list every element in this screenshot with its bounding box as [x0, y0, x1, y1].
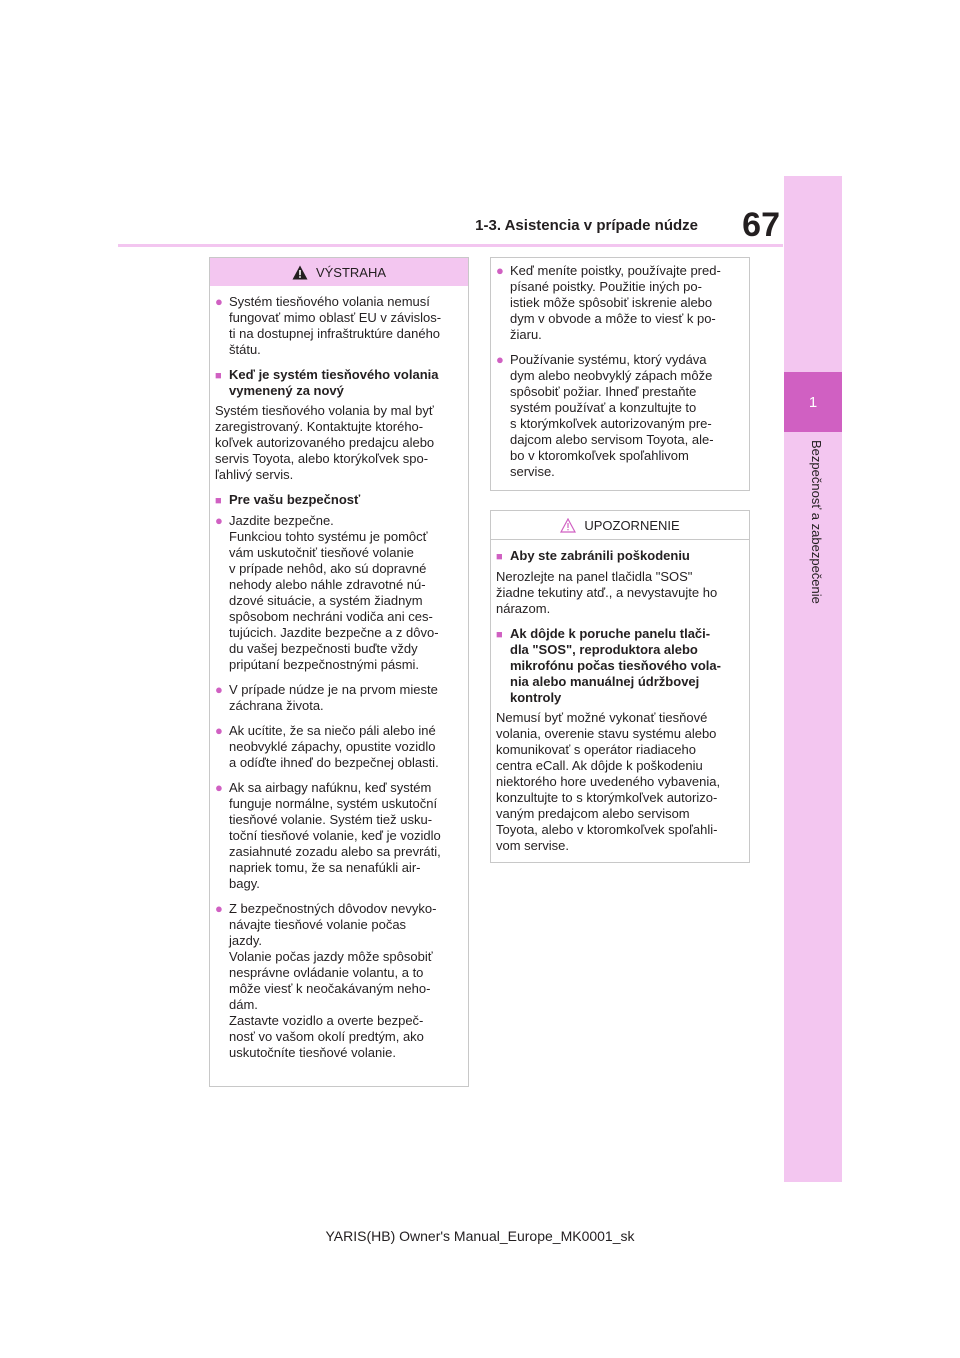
paragraph: Nemusí byť možné vykonať tiesňové volania, overenie stavu systému alebo komunikovať s operátor riadiaceho centra eCall. Ak dôjde k poškodeniu niektorého hore uvedeného vybavenia, konzultujte to s ktorýmkoľvek autorizo- vaným predajcom alebo servisom Toyota, alebo v ktoromkoľvek spoľahli- vom servise. [496, 710, 721, 853]
notice-box [490, 510, 750, 863]
chapter-number: 1 [784, 372, 842, 432]
bullet-dot-icon: ● [215, 901, 223, 916]
list-item: ● Z bezpečnostných dôvodov nevyko- návajte tiesňové volanie počas jazdy. Volanie počas jazdy môže spôsobiť nesprávne ovládanie volantu, a to môže viesť k neočakávaným neho- dám. Zastavte vozidlo a overte bezpeč- nosť vo vašom okolí predtým, ako uskutočníte tiesňové volanie. [215, 901, 437, 1060]
paragraph: Nerozlejte na panel tlačidla "SOS" žiadne tekutiny atď., a nevystavujte ho nárazom. [496, 569, 718, 616]
section-heading: ■ Aby ste zabránili poškodeniu [496, 548, 690, 563]
warning-body [210, 286, 468, 1061]
notice-title: UPOZORNENIE [584, 517, 680, 533]
warning-continued-box [490, 257, 750, 491]
section-title: 1-3. Asistencia v prípade núdze [475, 217, 698, 234]
warning-title: VÝSTRAHA [315, 264, 387, 280]
section-heading: ■ Keď je systém tiesňového volania vymenený za nový [215, 367, 439, 398]
notice-header [491, 511, 749, 540]
bullet-dot-icon: ● [496, 263, 504, 278]
section-square-icon: ■ [496, 551, 503, 563]
notice-body [491, 540, 749, 854]
list-item: ● Ak ucítite, že sa niečo páli alebo iné neobvyklé zápachy, opustite vozidlo a odíďte ihneď do bezpečnej oblasti. [215, 723, 439, 770]
warning-continued-body [491, 258, 749, 480]
list-item: ● Ak sa airbagy nafúknu, keď systém funguje normálne, systém uskutoční tiesňové volanie. Systém tiež usku- toční tiesňové volanie, keď je vozidlo zasiahnuté zozadu alebo sa prevráti, napriek tomu, že sa nenafúkli air- bagy. [215, 780, 441, 891]
warning-box [209, 257, 469, 1087]
bullet-dot-icon: ● [496, 352, 504, 367]
bullet-dot-icon: ● [215, 294, 223, 309]
paragraph: Systém tiesňového volania by mal byť zaregistrovaný. Kontaktujte ktorého- koľvek autorizovaného predajcu alebo servis Toyota, alebo ktorýkoľvek spo- ľahlivý servis. [215, 403, 435, 482]
section-square-icon: ■ [215, 495, 222, 507]
warning-triangle-icon [292, 265, 308, 280]
bullet-dot-icon: ● [215, 723, 223, 738]
bullet-dot-icon: ● [215, 780, 223, 795]
bullet-dot-icon: ● [215, 513, 223, 528]
chapter-side-tab [784, 176, 842, 1182]
list-item: ● Používanie systému, ktorý vydáva dym alebo neobvyklý zápach môže spôsobiť požiar. Ihneď prestaňte systém používať a konzultujte to s ktorýmkoľvek autorizovaným pre- dajcom alebo servisom Toyota, ale- bo v ktoromkoľvek spoľahlivom servise. [496, 352, 714, 479]
bullet-dot-icon: ● [215, 682, 223, 697]
section-heading: ■ Ak dôjde k poruche panelu tlači- dla "SOS", reproduktora alebo mikrofónu počas tiesňového vola- nia alebo manuálnej údržbovej kontroly [496, 626, 721, 705]
chapter-label: Bezpečnosť a zabezpečenie [809, 440, 824, 604]
warning-header [210, 258, 468, 286]
page-number: 67 [742, 206, 780, 244]
list-item: ● V prípade núdze je na prvom mieste záchrana života. [215, 682, 438, 713]
section-square-icon: ■ [215, 370, 222, 382]
caution-triangle-outline-icon [560, 518, 576, 533]
list-item: ● Systém tiesňového volania nemusí fungovať mimo oblasť EU v závislos- ti na dostupnej infraštruktúre daného štátu. [215, 294, 442, 357]
list-item: ● Keď meníte poistky, používajte pred- písané poistky. Použitie iných po- istiek môže spôsobiť iskrenie alebo dym v obvode a môže to viesť k po- žiaru. [496, 263, 721, 342]
list-item: ● Jazdite bezpečne. Funkciou tohto systému je pomôcť vám uskutočniť tiesňové volanie v prípade nehôd, ako sú dopravné nehody alebo náhle zdravotné nú- dzové situácie, a systém žiadnym spôsobom nechráni vodiča ani ces- tujúcich. Jazdite bezpečne a z dôvo- du vašej bezpečnosti buďte vždy pripútaní bezpečnostnými pásmi. [215, 513, 439, 672]
header-rule [118, 244, 783, 247]
footer-text: YARIS(HB) Owner's Manual_Europe_MK0001_sk [325, 1228, 635, 1244]
section-heading: ■ Pre vašu bezpečnosť [215, 492, 361, 507]
section-square-icon: ■ [496, 629, 503, 641]
